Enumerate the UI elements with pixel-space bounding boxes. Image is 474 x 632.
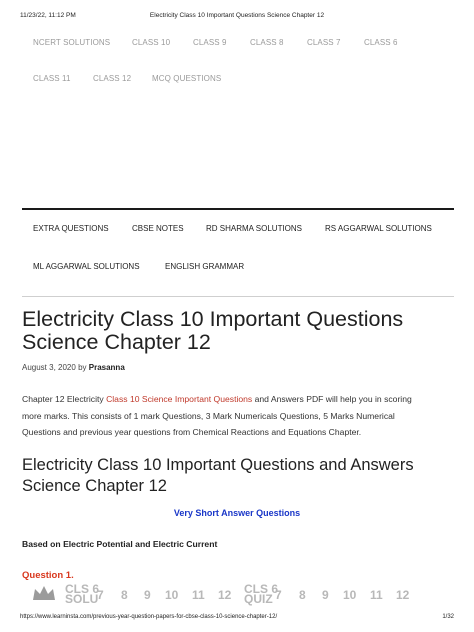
cls6-solu-tag[interactable] [65, 582, 100, 606]
class-link-quiz-7[interactable]: 7 [275, 588, 282, 602]
class-link-solutions-8[interactable]: 8 [121, 588, 128, 602]
article-subtitle: Electricity Class 10 Important Questions and Answers Science Chapter 12 [22, 456, 414, 495]
class-link-solutions-7[interactable]: 7 [97, 588, 104, 602]
print-page-number: 1/32 [442, 614, 454, 620]
article-title: Electricity Class 10 Important Questions Science Chapter 12 [22, 307, 404, 354]
article-by: by [78, 363, 87, 372]
nav-divider-bottom [22, 296, 454, 297]
top-nav-item-class-8[interactable]: CLASS 8 [250, 38, 284, 47]
secondary-nav-item-rd-sharma-solutions[interactable]: RD SHARMA SOLUTIONS [206, 224, 303, 233]
class-link-quiz-11[interactable]: 11 [370, 588, 383, 602]
class-link-solutions-11[interactable]: 11 [192, 588, 205, 602]
secondary-nav [22, 210, 454, 296]
class-link-quiz-10[interactable]: 10 [343, 588, 357, 602]
class-link-solutions-12[interactable]: 12 [218, 588, 232, 602]
article-date: August 3, 2020 [22, 363, 76, 372]
question-1-label: Question 1. [22, 570, 74, 581]
cls6-quiz-tag-line2: QUIZ [244, 592, 273, 606]
secondary-nav-item-cbse-notes[interactable]: CBSE NOTES [132, 224, 184, 233]
class-link-solutions-10[interactable]: 10 [165, 588, 179, 602]
top-nav-item-class-11[interactable]: CLASS 11 [33, 74, 71, 83]
article-meta [22, 363, 125, 372]
class-link-quiz-9[interactable]: 9 [322, 588, 329, 602]
top-nav-item-class-7[interactable]: CLASS 7 [307, 38, 341, 47]
top-nav-item-mcq-questions[interactable]: MCQ QUESTIONS [152, 74, 222, 83]
class-link-quiz-12[interactable]: 12 [396, 588, 410, 602]
crown-icon [32, 585, 56, 603]
intro-text-after-link: and Answers PDF will help you in scoring more marks. This consists of 1 mark Questions, 3 Mark Numericals Questions, 5 Marks Numerical Questions and previous year questions from Chemical Reactions and Equations Chapter. [22, 394, 412, 437]
top-nav-item-class-10[interactable]: CLASS 10 [132, 38, 171, 47]
top-nav-item-class-6[interactable]: CLASS 6 [364, 38, 398, 47]
class-link-solutions-9[interactable]: 9 [144, 588, 151, 602]
secondary-nav-item-ml-aggarwal-solutions[interactable]: ML AGGARWAL SOLUTIONS [33, 262, 140, 271]
top-nav-item-class-12[interactable]: CLASS 12 [93, 74, 132, 83]
class-link-quiz-8[interactable]: 8 [299, 588, 306, 602]
cls6-solu-tag-line2: SOLU [65, 592, 99, 606]
secondary-nav-item-extra-questions[interactable]: EXTRA QUESTIONS [33, 224, 109, 233]
top-nav-item-ncert-solutions[interactable]: NCERT SOLUTIONS [33, 38, 111, 47]
cls6-quiz-tag-line1: CLS 6 [244, 582, 279, 596]
class-links-strip [32, 583, 432, 607]
cls6-solu-tag-line1: CLS 6 [65, 582, 100, 596]
article-author[interactable]: Prasanna [88, 363, 125, 372]
section-basis-heading: Based on Electric Potential and Electric Current [22, 539, 218, 549]
secondary-nav-item-rs-aggarwal-solutions[interactable]: RS AGGARWAL SOLUTIONS [325, 224, 432, 233]
top-nav-item-class-9[interactable]: CLASS 9 [193, 38, 227, 47]
intro-text-before-link: Chapter 12 Electricity [22, 394, 107, 404]
cls6-quiz-tag[interactable] [244, 582, 279, 606]
print-url: https://www.learninsta.com/previous-year-question-papers-for-cbse-class-10-science-chapter-12/ [20, 614, 278, 620]
secondary-nav-item-english-grammar[interactable]: ENGLISH GRAMMAR [165, 262, 245, 271]
print-document-title: Electricity Class 10 Important Questions Science Chapter 12 [149, 12, 325, 19]
very-short-answer-link[interactable]: Very Short Answer Questions [173, 508, 301, 518]
article-intro [22, 391, 422, 441]
intro-link-important-questions[interactable]: Class 10 Science Important Questions [106, 394, 253, 404]
print-timestamp: 11/23/22, 11:12 PM [20, 12, 76, 19]
